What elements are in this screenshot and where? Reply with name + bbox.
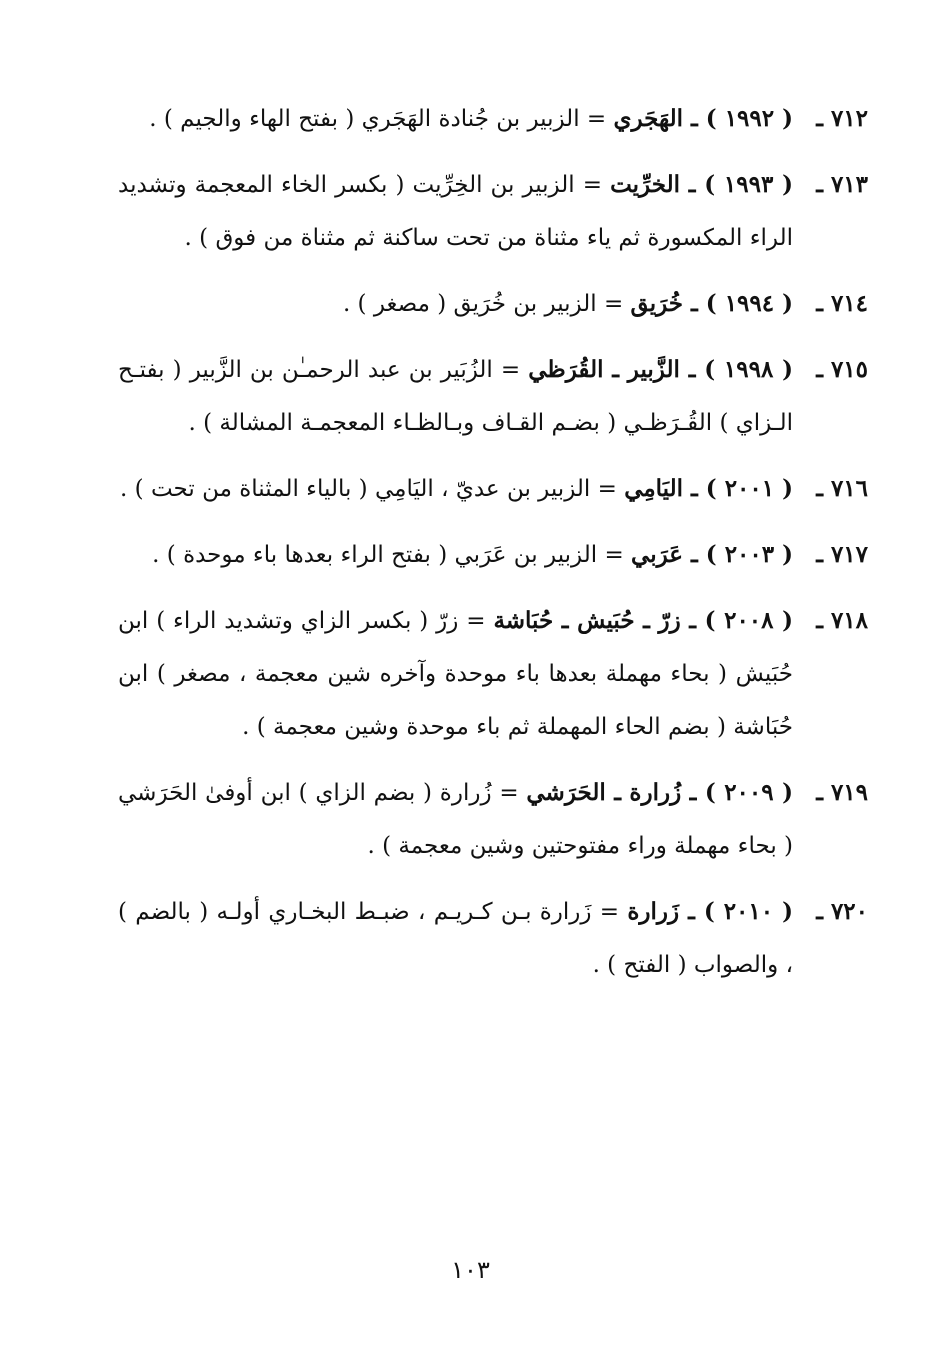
entry-text: = الزبير بن الخِرِّيت ( بكسر الخاء المعجمة وتشديد الراء المكسورة ثم ياء مثناة من تحت ساكنة ثم مثناة من فوق ) . — [118, 172, 793, 251]
entry-headword: زَرارة — [627, 898, 680, 925]
entry-text: = الزبير بن عَرَبي ( بفتح الراء بعدها باء موحدة ) . — [152, 542, 632, 568]
entry-code: ( ٢٠٠٨ ) ـ — [680, 607, 793, 634]
entry-716 — [118, 462, 868, 516]
entry-headword: عَرَبي — [631, 541, 684, 568]
entry-720 — [118, 885, 868, 992]
entry-code: ( ١٩٩٣ ) ـ — [679, 171, 793, 198]
entry-number: ٧١٦ ـ — [816, 475, 868, 502]
entry-number: ٧١٨ ـ — [816, 607, 868, 634]
entry-code: ( ٢٠٠٩ ) ـ — [681, 779, 793, 806]
page-number: ١٠٣ — [451, 1256, 490, 1284]
entry-text: = الزبير بن خُرَيق ( مصغر ) . — [342, 291, 631, 317]
entry-code: ( ١٩٩٤ ) ـ — [683, 290, 793, 317]
entry-headword: اليَامِي — [624, 475, 684, 502]
entry-code: ( ١٩٩٢ ) ـ — [683, 105, 793, 132]
entry-code: ( ٢٠١٠ ) ـ — [679, 898, 793, 925]
entry-text: = الزُبَير بن عبد الرحمـٰن بن الزَّبير ( بفتـح الـزاي ) القُـرَظـي ( بضـم القـاف وبـالظـاء المعجمـة المشالة ) . — [118, 357, 793, 436]
entry-712 — [118, 92, 868, 146]
entry-text: = زُرارة ( بضم الزاي ) ابن أوفىٰ الحَرَشي ( بحاء مهملة وراء مفتوحتين وشين معجمة ) . — [118, 780, 793, 859]
entry-number: ٧١٥ ـ — [816, 356, 868, 383]
entry-headword: الخرِّيت — [610, 171, 680, 198]
entry-code: ( ٢٠٠٣ ) ـ — [683, 541, 793, 568]
entry-code: ( ٢٠٠١ ) ـ — [683, 475, 793, 502]
entry-number: ٧١٣ ـ — [816, 171, 868, 198]
entry-headword: زرّ ـ حُبَيش ـ حُبَاشة — [493, 607, 681, 634]
entry-number: ٧١٤ ـ — [816, 290, 868, 317]
entry-714 — [118, 277, 868, 331]
entry-text: = زرّ ( بكسر الزاي وتشديد الراء ) ابن حُبَيش ( بحاء مهملة بعدها باء موحدة وآخره شين معجمة ، مصغر ) ابن حُبَاشة ( بضم الحاء المهملة ثم باء موحدة وشين معجمة ) . — [118, 608, 793, 740]
entry-number: ٧١٢ ـ — [816, 105, 868, 132]
entry-719 — [118, 766, 868, 873]
entry-headword: زُرارة ـ الحَرَشي — [526, 779, 682, 806]
entry-number: ٧٢٠ ـ — [816, 898, 868, 925]
entry-text: = زَرارة بـن كـريـم ، ضبـط البخـاري أولـه ( بالضم ) ، والصواب ( الفتح ) . — [118, 899, 793, 978]
entry-headword: الهَجَري — [613, 105, 684, 132]
entry-code: ( ١٩٩٨ ) ـ — [679, 356, 793, 383]
entry-headword: الزَّبير ـ القُرَظي — [528, 356, 680, 383]
entry-717 — [118, 528, 868, 582]
entry-number: ٧١٩ ـ — [816, 779, 868, 806]
entry-text: = الزبير بن جُنادة الهَجَري ( بفتح الهاء والجيم ) . — [149, 106, 614, 132]
entry-718 — [118, 594, 868, 754]
entry-number: ٧١٧ ـ — [816, 541, 868, 568]
entry-text: = الزبير بن عديّ ، اليَامِي ( بالياء المثناة من تحت ) . — [120, 476, 625, 502]
entry-715 — [118, 343, 868, 450]
entry-headword: خُرَيق — [630, 290, 684, 317]
entry-713 — [118, 158, 868, 265]
page-body — [118, 92, 868, 1004]
